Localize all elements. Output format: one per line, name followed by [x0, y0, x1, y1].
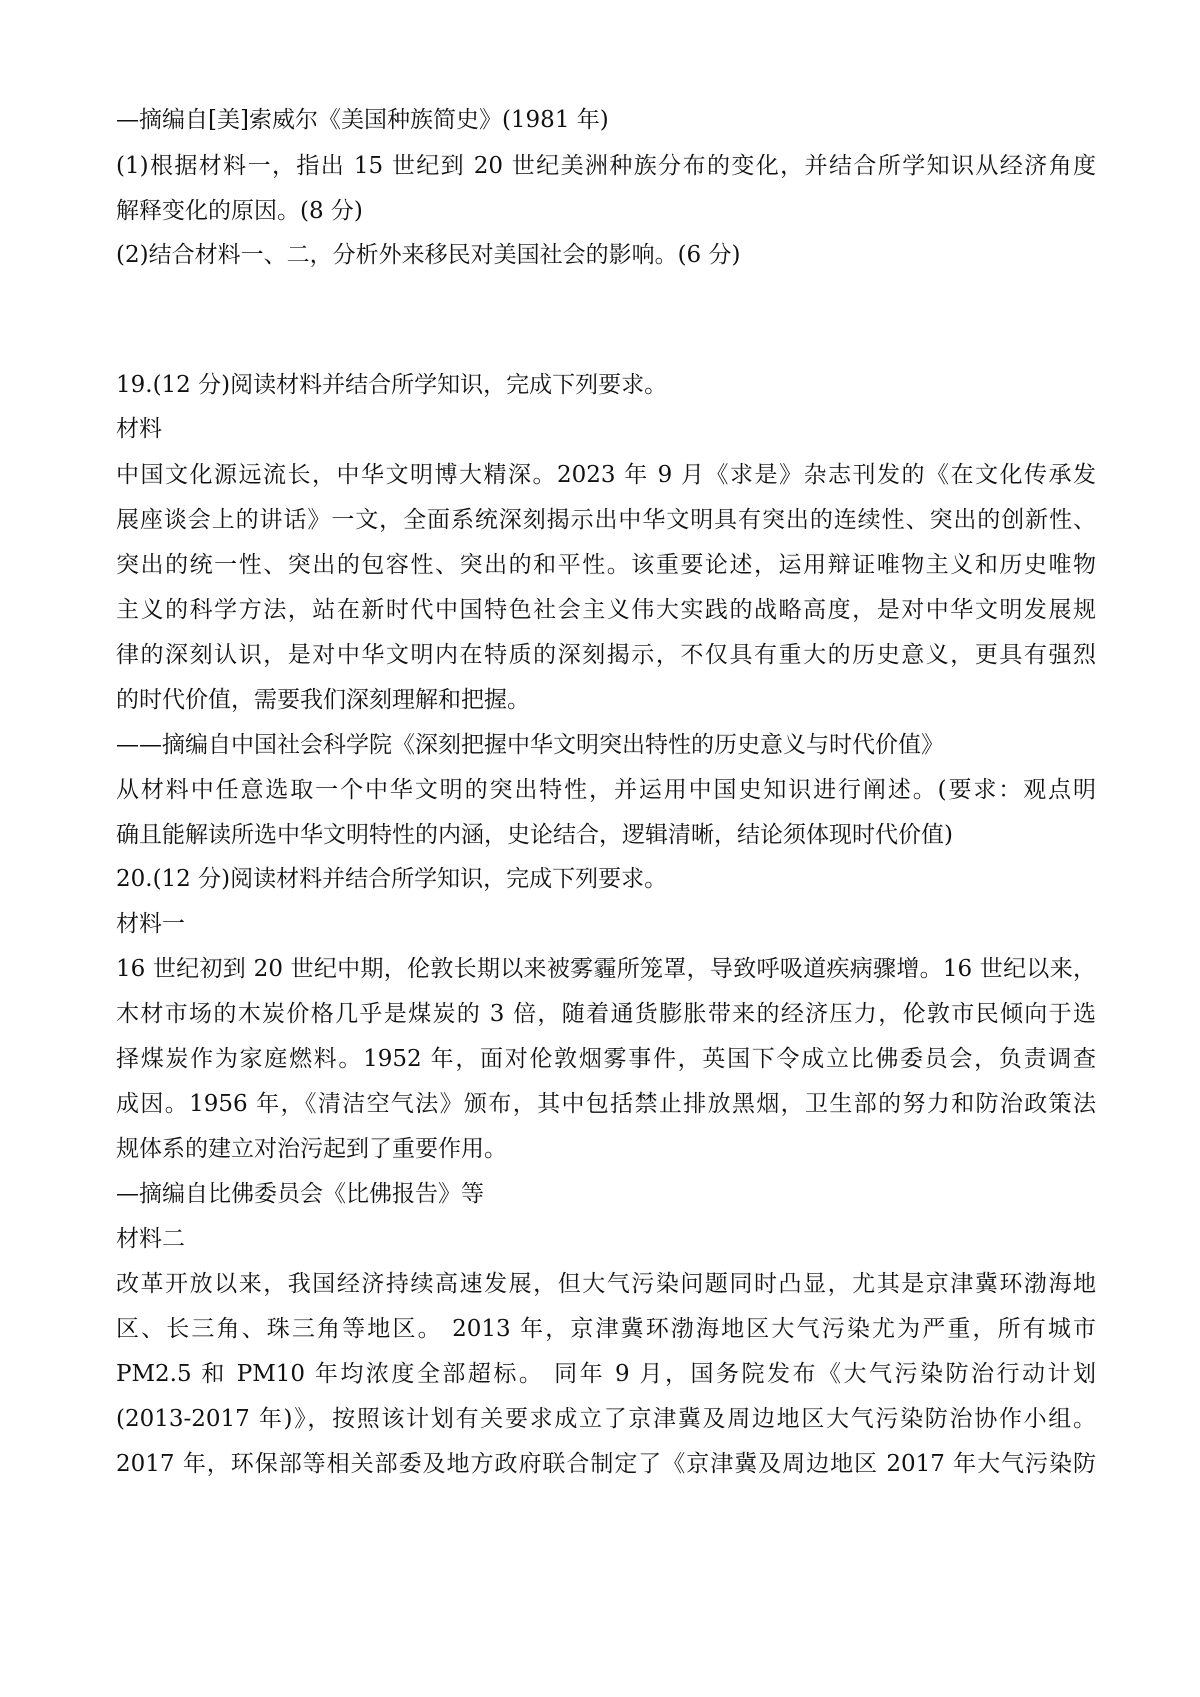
paragraph-line: 2017 年，环保部等相关部委及地方政府联合制定了《京津冀及周边地区 2017 年大气污染防 [116, 1451, 1096, 1477]
paragraph-line: 展座谈会上的讲话》一文，全面系统深刻揭示出中华文明具有突出的连续性、突出的创新性、 [116, 507, 1096, 533]
question-heading: 20.(12 分)阅读材料并结合所学知识，完成下列要求。 [116, 866, 668, 892]
material-label: 材料一 [116, 911, 185, 937]
source-citation: —摘编自比佛委员会《比佛报告》等 [116, 1181, 484, 1207]
question-text: 从材料中任意选取一个中华文明的突出特性，并运用中国史知识进行阐述。(要求：观点明 [116, 777, 1096, 803]
question-text: (2)结合材料一、二，分析外来移民对美国社会的影响。(6 分) [116, 242, 741, 268]
paragraph-line: 突出的统一性、突出的包容性、突出的和平性。该重要论述，运用辩证唯物主义和历史唯物 [116, 552, 1096, 578]
paragraph-line: 成因。1956 年，《清洁空气法》颁布，其中包括禁止排放黑烟，卫生部的努力和防治政策法 [116, 1091, 1096, 1117]
paragraph-line: 16 世纪初到 20 世纪中期，伦敦长期以来被雾霾所笼罩，导致呼吸道疾病骤增。16 世纪以来， [116, 956, 1096, 982]
paragraph-line: 择煤炭作为家庭燃料。1952 年，面对伦敦烟雾事件，英国下令成立比佛委员会，负责调查 [116, 1046, 1096, 1072]
question-heading: 19.(12 分)阅读材料并结合所学知识，完成下列要求。 [116, 372, 668, 398]
paragraph-line: PM2.5 和 PM10 年均浓度全部超标。 同年 9 月，国务院发布《大气污染防治行动计划 [116, 1361, 1096, 1387]
question-text: 确且能解读所选中华文明特性的内涵，史论结合，逻辑清晰，结论须体现时代价值) [116, 822, 953, 848]
question-text: 解释变化的原因。(8 分) [116, 198, 363, 224]
source-citation: ——摘编自中国社会科学院《深刻把握中华文明突出特性的历史意义与时代价值》 [116, 732, 944, 758]
paragraph-line: 律的深刻认识，是对中华文明内在特质的深刻揭示，不仅具有重大的历史意义，更具有强烈 [116, 642, 1096, 668]
paragraph-line: 中国文化源远流长，中华文明博大精深。2023 年 9 月《求是》杂志刊发的《在文化传承发 [116, 462, 1096, 488]
paragraph-line: (2013-2017 年)》，按照该计划有关要求成立了京津冀及周边地区大气污染防治协作小组。 [116, 1406, 1096, 1432]
source-citation: —摘编自[美]索威尔《美国种族简史》(1981 年) [116, 107, 609, 133]
paragraph-line: 改革开放以来，我国经济持续高速发展，但大气污染问题同时凸显，尤其是京津冀环渤海地 [116, 1271, 1096, 1297]
material-label: 材料二 [116, 1226, 185, 1252]
paragraph-line: 区、长三角、珠三角等地区。 2013 年，京津冀环渤海地区大气污染尤为严重，所有城市 [116, 1316, 1096, 1342]
paragraph-line: 主义的科学方法，站在新时代中国特色社会主义伟大实践的战略高度，是对中华文明发展规 [116, 597, 1096, 623]
paragraph-line: 规体系的建立对治污起到了重要作用。 [116, 1136, 507, 1162]
paragraph-line: 的时代价值，需要我们深刻理解和把握。 [116, 687, 530, 713]
paragraph-line: 木材市场的木炭价格几乎是煤炭的 3 倍，随着通货膨胀带来的经济压力，伦敦市民倾向于选 [116, 1001, 1096, 1027]
question-text: (1)根据材料一，指出 15 世纪到 20 世纪美洲种族分布的变化，并结合所学知识从经济角度 [116, 153, 1096, 179]
material-label: 材料 [116, 416, 162, 442]
